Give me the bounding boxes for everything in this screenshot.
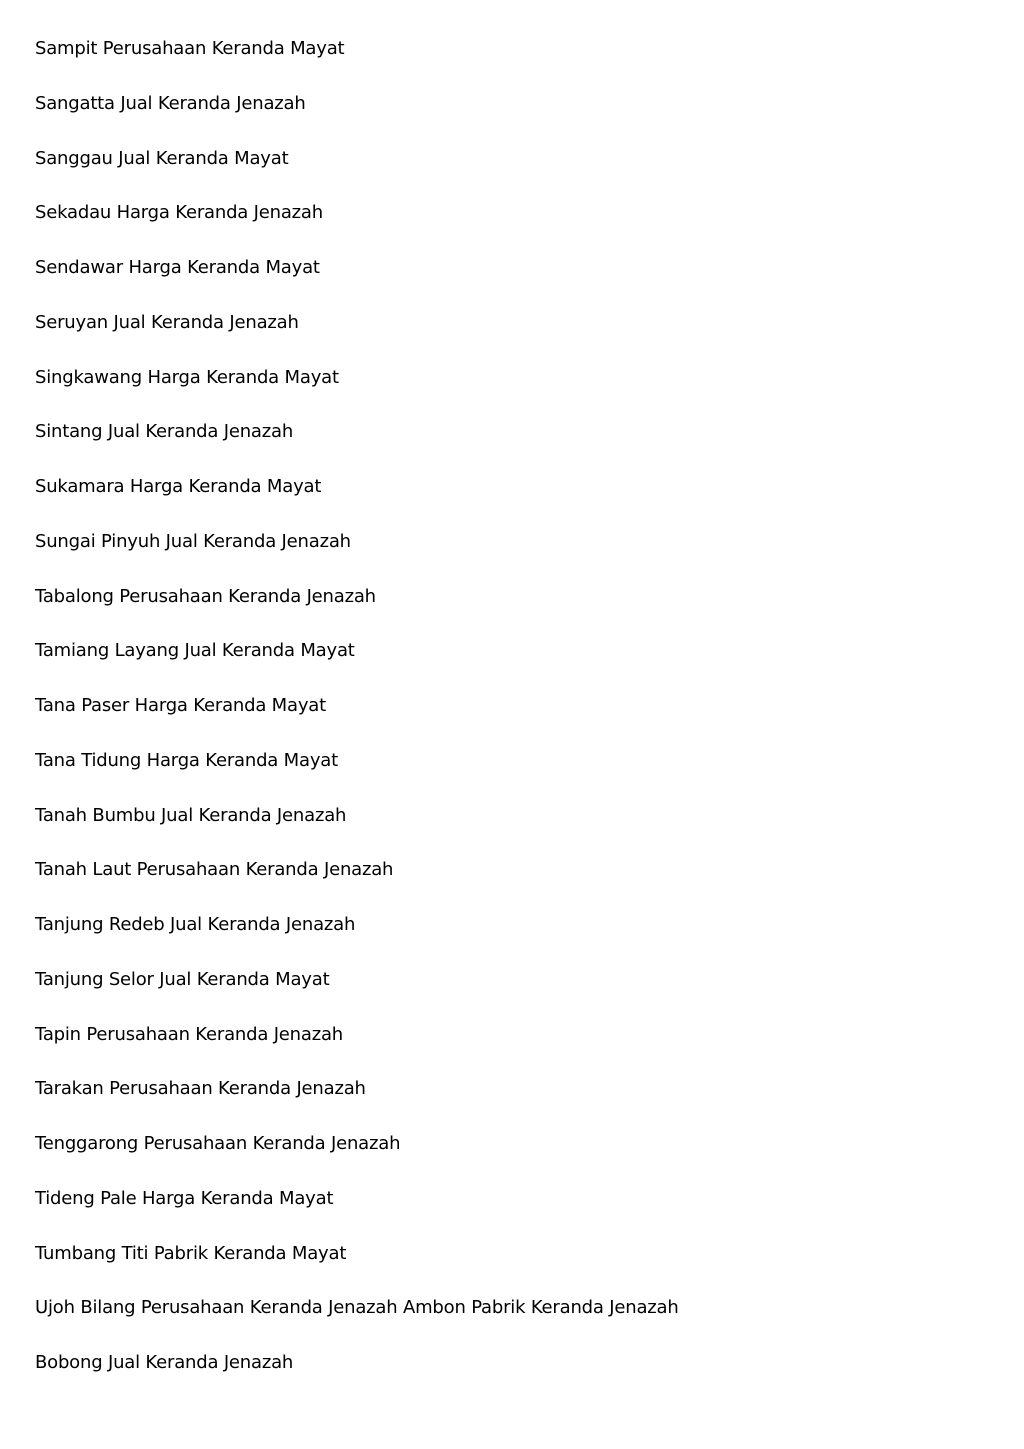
text-line: Sangatta Jual Keranda Jenazah (35, 92, 306, 114)
text-line: Sanggau Jual Keranda Mayat (35, 147, 289, 169)
text-line: Tumbang Titi Pabrik Keranda Mayat (35, 1242, 347, 1264)
text-line: Tideng Pale Harga Keranda Mayat (35, 1187, 334, 1209)
text-line: Sendawar Harga Keranda Mayat (35, 257, 320, 278)
text-line: Sekadau Harga Keranda Jenazah (35, 202, 323, 224)
text-line: Tanjung Selor Jual Keranda Mayat (35, 968, 330, 990)
text-line: Tarakan Perusahaan Keranda Jenazah (35, 1078, 366, 1100)
text-line: Tanjung Redeb Jual Keranda Jenazah (35, 914, 356, 935)
text-line: Bobong Jual Keranda Jenazah (35, 1352, 294, 1373)
text-line: Singkawang Harga Keranda Mayat (35, 366, 339, 388)
text-line: Tana Paser Harga Keranda Mayat (35, 695, 326, 716)
text-line: Sungai Pinyuh Jual Keranda Jenazah (35, 530, 351, 552)
text-line: Tenggarong Perusahaan Keranda Jenazah (35, 1133, 401, 1154)
text-line: Seruyan Jual Keranda Jenazah (35, 311, 299, 333)
text-line: Tanah Laut Perusahaan Keranda Jenazah (35, 859, 394, 881)
text-line: Tana Tidung Harga Keranda Mayat (35, 749, 338, 771)
text-line: Tapin Perusahaan Keranda Jenazah (35, 1023, 344, 1045)
text-line: Tanah Bumbu Jual Keranda Jenazah (35, 804, 347, 826)
text-line: Tabalong Perusahaan Keranda Jenazah (35, 585, 376, 607)
text-line: Sintang Jual Keranda Jenazah (35, 421, 294, 443)
text-line: Sukamara Harga Keranda Mayat (35, 476, 322, 497)
document-body (35, 0, 1004, 1391)
text-line: Ujoh Bilang Perusahaan Keranda Jenazah Ambon Pabrik Keranda Jenazah (35, 1297, 679, 1319)
text-line: Sampit Perusahaan Keranda Mayat (35, 38, 345, 59)
text-line: Tamiang Layang Jual Keranda Mayat (35, 640, 355, 662)
